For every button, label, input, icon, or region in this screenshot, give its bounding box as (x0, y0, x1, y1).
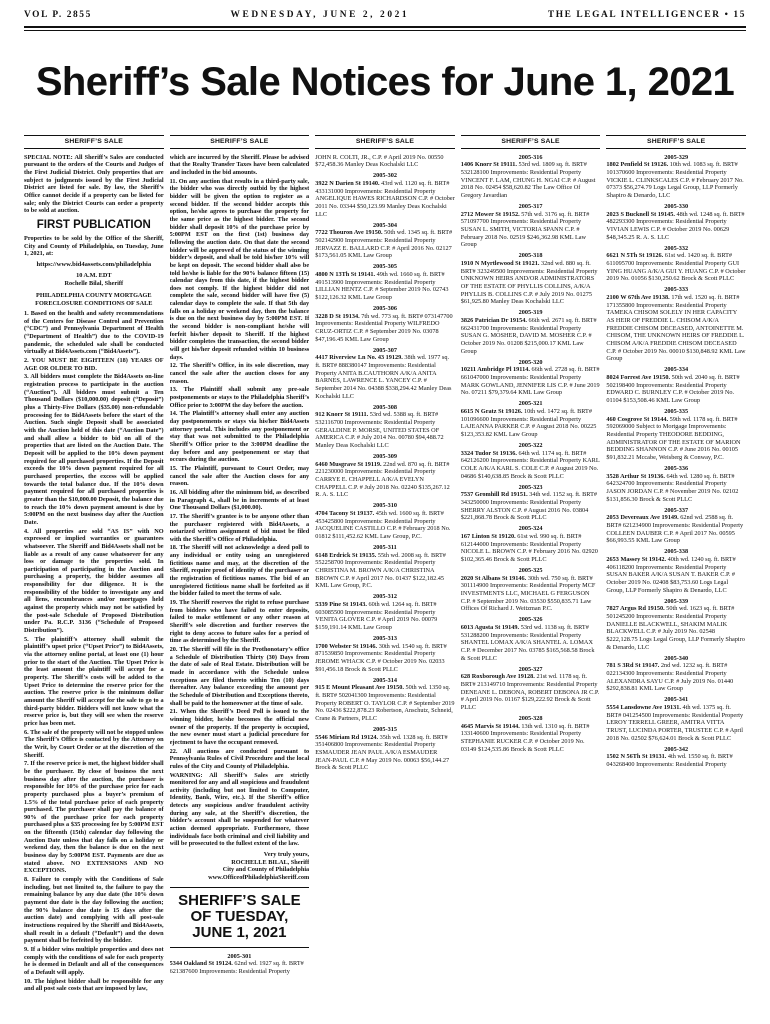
sale-listing (461, 203, 601, 249)
column-2 (170, 135, 310, 1017)
entries (461, 154, 601, 754)
listing-number: 2005-308 (373, 403, 397, 411)
listing-details (461, 450, 601, 481)
condition-18: 18. The Sheriff will not acknowledge a deed poll to any individual or entity using an unregistered fictitious name and may, at the discretion of the Sheriff, require proof of identity of the purchaser or the registration of fictitious names. The bid of an unregistered fictitious name shall be forfeited as if the bidder failed to meet the terms of sale. (169, 544, 310, 598)
listing-address: 8024 Forrest Ave 19150. (606, 373, 671, 381)
listing-text: 61st wd. 990 sq. ft. BRT# 612144000 Improvements: Residential Property NICOLE L. BROWN C.P. # February 2016 No. 02920 $102,365.46 Brock & Scott PLLC (460, 532, 598, 563)
listing-number: 2005-304 (373, 221, 397, 229)
listing-details (606, 605, 746, 651)
listing-address: 2100 W 67th Ave 19138. (606, 293, 670, 301)
listing-number: 2005-316 (518, 153, 543, 161)
listing-number: 2005-338 (664, 548, 689, 556)
condition-8: 8. Failure to comply with the Conditions of Sale including, but not limited to, the failure to pay the remaining balance by any due date (the 10% down payment due date is the day following the auction; the 90% balance due date is 15 days after the auction date) and complying with all post-sale instructions required by the Sheriff and Bid4Assets, shall result in a default (“Default”) and the down payment shall be forfeited by the bidder. (24, 876, 164, 945)
listing-number: 2005-329 (664, 153, 689, 161)
listing-address: 4704 Tacony St 19137. (315, 510, 375, 517)
listing-address: 4800 N 13Th St 19141. (315, 271, 376, 279)
sale-listing (315, 154, 455, 169)
listing-text: 64th wd. 1280 sq. ft. BRT# 642324700 Improvements: Residential Property JASON JORDAN C.P. # November 2019 No. 02102 $131,856.30 Brock & Scott PLLC (606, 472, 739, 503)
special-note: SPECIAL NOTE: All Sheriff’s Sales are conducted pursuant to the orders of the Courts and Judges of the First Judicial District. Only properties that are subject to judgments issued by the First Judicial District are listed for sale. By law, the Sheriff’s Office cannot decide if a property can be listed for sale; only the District Courts can order a property to be sold at auction. (24, 153, 164, 215)
listing-number: 2005-317 (518, 202, 543, 210)
condition-4: 4. All properties are sold “AS IS” with NO expressed or implied warranties or guarantees whatsoever. The Sheriff and Bid4Assets shall not be liable as a result of any cause whatsoever for any loss or damage to the properties sold. In participation of participating in the Auction and purchasing a property, the bidder assumes all responsibility for due diligence. It is the responsibility of the bidder to investigate any and all liens, encumbrances and/or mortgages held against the property which may not be satisfied by the post-sale Schedule of Proposed Distribution under Pa. R.C.P. 3136 (“Schedule of Proposed Distribution”). (24, 527, 164, 635)
listing-details (315, 180, 455, 218)
listing-address: 167 Linton St 19120. (460, 532, 516, 540)
listing-number: 2005-318 (518, 252, 543, 260)
listing-details (606, 374, 746, 405)
listing-number: 2005-342 (664, 745, 689, 753)
listing-text: 66th wd. 2728 sq. ft. BRT# 661047000 Improvements: Residential Property MARK GOWLAND, JENNIFER LIS C.P. # June 2019 No. 07211 $79,379.64 KML Law Group (460, 366, 600, 397)
condition-13: 13. The Plaintiff shall submit any pre-sale postponements or stays to the Philadelphia Sheriff’s Office prior to 3:00PM the day before the auction. (169, 386, 310, 409)
listing-number: 2005-332 (664, 244, 689, 252)
listing-details (606, 662, 746, 693)
listing-address: 628 Roxborough Ave 19128. (460, 673, 535, 681)
listing-text: 50th wd. 2040 sq. ft. BRT# 502198400 Improvements: Residential Property EDWARD C. BURNLEY C.P. # October 2019 No. 01104 $153,508.46 KML Law Group (606, 373, 740, 404)
listing-text: 38th wd. 1977 sq. ft. BRT# 888380147 Improvements: Residential Property ANITA B.CAUTHORN A/K/A ANITA BARNES, LAWRENCE L. YANCEY C.P. # September 2014 No. 04388 $338,294.42 Manley Deas Kochalski LLC (315, 354, 452, 400)
condition-1: 1. Based on the health and safety recommendations of the Centers for Disease Control and Prevention (“CDC”) and Pennsylvania Department of Health (“Department of Health”) due to the COVID-19 pandemic, the scheduled sale shall be conducted virtually at Bid4Assets.com (“Bid4Assets”). (24, 310, 164, 356)
listing-text: 21st wd. 1178 sq. ft. BRT# 213149710 Improvements: Residential Property DENEANE L. DEBONA, ROBERT DEBONA JR C.P. # April 2019 No. 01167 $129,222.92 Brock & Scott PLLC (460, 673, 600, 711)
sale-listing (606, 696, 746, 742)
auction-link[interactable]: https://www.bid4assets.com/philadelphia (36, 260, 152, 268)
listing-number: 2005-336 (664, 464, 689, 472)
listing-address: 5546 Miriam Rd 19124. (315, 733, 379, 741)
column-header: SHERIFF’S SALE (315, 135, 455, 149)
listing-details (606, 473, 746, 504)
listing-text: 66th wd. 2671 sq. ft. BRT# 662431700 Improvements: Residential Property SUSAN G. MOSHER, DAVID M. MOSHER C.P. # October 2019 No. 01208 $215,000.17 KML Law Group (460, 316, 597, 355)
entries (170, 953, 310, 976)
listing-text: 2nd wd. 1232 sq. ft. BRT# 022134300 Improvements: Residential Property ALEXANDRA SAYU C.P. # July 2019 No. 01440 $292,838.81 KML Law Group (606, 662, 734, 693)
listing-details (315, 461, 455, 499)
listing-number: 2005-305 (373, 263, 397, 271)
page-title: Sheriff’s Sale Notices for June 1, 2021 (35, 60, 735, 104)
listing-number: 2005-325 (518, 566, 543, 574)
listing-details (461, 317, 601, 355)
listing-number: 2005-301 (227, 952, 252, 960)
listing-text: 7th wd. 773 sq. ft. BRT# 073147700 Improvements: Residential Property WILFREDO CRUZ-ORTIZ C.P. # September 2019 No. 03078 $47,196.45 KML Law Group (315, 312, 453, 343)
listing-details (461, 408, 601, 439)
listing-address: 3528 Arthur St 19136. (606, 472, 665, 480)
sale-listing (315, 222, 455, 260)
sale-listing (606, 408, 746, 462)
sale-listing (315, 635, 455, 673)
listing-details (606, 294, 746, 363)
listing-number: 2005-341 (664, 696, 689, 704)
listing-address: 781 S 3Rd St 19147. (606, 662, 660, 670)
listing-details (461, 533, 601, 564)
entries (315, 154, 455, 772)
listing-details (315, 154, 455, 169)
publication-name: THE LEGAL INTELLIGENCER • 15 (547, 10, 746, 20)
sale-listing (606, 598, 746, 652)
listing-details (606, 514, 746, 545)
listing-address: 1406 Knorr St 19111. (460, 161, 517, 169)
page-header (24, 7, 746, 23)
listing-text: 4th wd. 1550 sq. ft. BRT# 043268400 Improvements: Residential Property (606, 753, 733, 768)
listing-details (461, 211, 601, 249)
listing-details (315, 354, 455, 400)
sale-listing (315, 502, 455, 540)
listing-number: 2005-334 (664, 366, 689, 374)
listing-text: 43rd wd. 1120 sq. ft. BRT# 433131000 Improvements: Residential Property ANGELIQUE HAWES RICHARDSON C.P. # October 2011 No. 03344 $50,123.99 Manley Deas Kochalski LLC (315, 180, 455, 218)
listing-address: 6615 N Gratz St 19126. (460, 407, 523, 415)
sale-listing (461, 525, 601, 563)
condition-16: 16. All bidding after the minimum bid, as described in Paragraph 4., shall be in increments of at least One Thousand Dollars ($1,000.00). (169, 488, 310, 512)
condition-14: 14. The Plaintiff’s attorney shall enter any auction day postponements or stays via his/her Bid4Assets attorney portal. This includes any postponement or stay that was not submitted to the Philadelphia Sheriff’s Office prior to the 3:00PM deadline the day before and any postponement or stay that occurs during the auction. (169, 410, 310, 464)
sale-listing (315, 263, 455, 301)
listing-text: 61st wd. 1420 sq. ft. BRT# 611095700 Improvements: Residential Property GUI YING HUANG A/K/A GUI Y. HUANG C.P. # October 2019 No. 01056 $130,250.62 Brock & Scott PLLC (606, 252, 746, 283)
condition-10: 10. The highest bidder shall be responsible for any and all post sale costs that are imposed by law, (24, 977, 164, 993)
listing-details (315, 684, 455, 722)
divider (170, 887, 310, 888)
listing-details (606, 704, 746, 742)
listing-address: 5554 Lansdowne Ave 19131. (606, 703, 681, 711)
listing-address: 2023 S Bucknell St 19145. (606, 210, 675, 218)
listing-text: 50th wd. 1623 sq. ft. BRT# 501245200 Improvements: Residential Property DANIELLE BLACKWELL, SHAKIM MALIK BLACKWELL C.P. # July 2019 No. 02548 $222,128.75 Logs Legal Group, LLP Formerly Shapiro & Denardo, LLC (606, 605, 745, 651)
sheriff-name: Rochelle Bilal, Sheriff (64, 280, 124, 288)
condition-6: 6. The sale of the property will not be stopped unless The Sheriff’s Office is contacted by the Attorney on the Writ, by Court Order or at the discretion of the Sheriff. (24, 728, 164, 759)
listing-details (461, 624, 601, 662)
sale-listing (461, 666, 601, 712)
sale-listing (315, 593, 455, 631)
condition-7: 7. If the reserve price is met, the highest bidder shall be the purchaser. By close of business the next business day after the auction, the purchaser is responsible for 10% of the purchase price for each property purchased plus a buyer’s premium of 1.5% of the total purchase price of each property purchased. The purchaser shall pay the balance of 90% of the purchase price for each property purchased plus a $35 processing fee by 5:00PM EST on the fifteenth (15th) calendar day following the Auction Date unless that day falls on a holiday or weekend day, then the balance is due on the next business day by 5:00PM EST. Payments are due as stated above. NO EXTENSIONS AND NO EXCEPTIONS. (24, 760, 164, 875)
listing-address: 912 Knorr St 19111. (315, 411, 369, 419)
listing-text: 59th wd. 1178 sq. ft. BRT# 592069000 Subject to Mortgage Improvements: Residential Property THEODORE BEDDING, ADMINISTRATOR OF THE ESTATE OF MARION BEDDING SHANNON C.P. # June 2016 No. 00105 $91,832.21 Mccabe, Weisberg & Conway, P.C. (606, 415, 741, 461)
sale-listing (606, 286, 746, 363)
listing-details (315, 510, 455, 541)
listing-number: 2005-315 (373, 726, 397, 734)
listing-number: 2005-328 (518, 714, 543, 722)
volume-label: VOL P. 2855 (24, 10, 92, 20)
signature-line: www.OfficeofPhiladelphiaSheriff.com (208, 874, 310, 882)
conditions-title: PHILADELPHIA COUNTY MORTGAGE FORECLOSURE CONDITIONS OF SALE (35, 291, 153, 307)
listing-details (606, 252, 746, 283)
listing-number: 2005-312 (373, 593, 397, 601)
sale-listing (315, 305, 455, 343)
listing-details (606, 161, 746, 199)
sale-listing (315, 544, 455, 590)
listing-text: 50th wd. 1350 sq. ft. BRT# 502041300 Improvements: Residential Property ROBERT O. TAYLOR C.P. # September 2019 No. 02436 $222,878.23 Robertson, Anschutz, Schneid, Crane & Partners, PLLC (315, 684, 455, 722)
listing-text: 55th wd. 2008 sq. ft. BRT# 552258700 Improvements: Residential Property CHRISTINA M. BROWN A/K/A CHRISTINA BROWN C.P. # April 2017 No. 01437 $122,182.45 KML Law Group, P.C. (315, 551, 446, 590)
listing-text: 49th wd. 1660 sq. ft. BRT# 491513900 Improvements: Residential Property LILLIAN HENTZ C.P. # September 2019 No. 02743 $122,126.32 KML Law Group (315, 271, 449, 301)
sale-listing (461, 567, 601, 613)
sale-listing (606, 465, 746, 503)
listing-number: 2005-330 (664, 202, 689, 210)
listing-address: 6013 Agusta St 19149. (460, 623, 520, 631)
listing-text: 57th wd. 3176 sq. ft. BRT# 571097700 Improvements: Residential Property SUSAN L. SMITH, VICTORIA SPANN C.P. # February 2018 No. 02519 $246,362.98 KML Law Group (460, 210, 590, 249)
listing-details (170, 960, 310, 975)
sale-listing (461, 715, 601, 753)
column-3 (315, 135, 455, 1017)
listing-text: 35th wd. 1328 sq. ft. BRT# 351406800 Improvements: Residential Property ESMAUDER JEAN PAUL A/K/A ESMAUDER JEAN-PAUL C.P. # May 2019 No. 00063 $56,144.27 Brock & Scott PLLC (315, 733, 450, 772)
sale-listing (606, 655, 746, 693)
listing-address: 1910 N Myrtlewood St 19121. (460, 259, 540, 267)
listing-number: 2005-326 (518, 616, 543, 624)
listing-details (606, 556, 746, 594)
listing-details (461, 491, 601, 522)
listing-address: 460 Cosgrove St 19144. (606, 415, 669, 423)
listing-text: 22nd wd. 870 sq. ft. BRT# 221230000 Improvements: Residential Property CARRYE E. CHAPPELL A/K/A EVELYN CHAPPELL C.P. # July 2018 No. 02240 $135,267.12 R. A. S. LLC (315, 460, 450, 499)
listing-number: 2005-324 (518, 525, 543, 533)
first-publication-heading: FIRST PUBLICATION (36, 218, 151, 231)
listing-details (315, 734, 455, 772)
listing-address: 1502 N 56Th St 19131. (606, 753, 667, 761)
listing-text: 60th wd. 1264 sq. ft. BRT# 603085500 Improvements: Residential Property VENITA GLOVER C.P. # April 2019 No. 00079 $159,191.14 KML Law Group (315, 601, 438, 631)
listing-text: 50th wd. 1345 sq. ft. BRT# 502142900 Improvements: Residential Property JERVAZZ E. BALLARD C.P. # April 2016 No. 02127 $173,561.05 KML Law Group (315, 229, 453, 260)
column-header: SHERIFF’S SALE (606, 135, 746, 149)
listing-details (461, 723, 601, 754)
listing-details (315, 271, 455, 302)
column-header: SHERIFF’S SALE (461, 135, 601, 149)
sale-listing (606, 203, 746, 241)
listing-text: 4th wd. 1375 sq. ft. BRT# 041254500 Improvements: Residential Property LEROY TERRELL GREER, AMITRA VITTA TRUST, LUCINDA PORTER, TRUSTEE C.P. # April 2018 No. 02502 $76,624.01 Brock & Scott PLLC (606, 703, 744, 742)
listing-number: 2005-337 (664, 506, 689, 514)
listing-text: 62nd wd. 2588 sq. ft. BRT# 621234900 Improvements: Residential Property COLLEEN DAUBER C.P. # April 2017 No. 00595 $66,993.55 KML Law Group (606, 514, 744, 545)
listing-address: 2053 Devereaux Ave 19149. (606, 514, 679, 522)
listing-address: 3228 D St 19134. (315, 312, 360, 320)
header-rule-thin (24, 30, 746, 31)
listing-number: 2005-319 (518, 309, 543, 317)
sale-listing (461, 616, 601, 662)
listing-number: 2005-327 (518, 665, 543, 673)
listing-address: 3922 N Darien St 19140. (315, 180, 380, 188)
auction-time: 10 A.M. EDT (76, 271, 112, 279)
listing-details (461, 575, 601, 613)
listing-text: 53rd wd. 5388 sq. ft. BRT# 532116700 Improvements: Residential Property GERALDINE P. MORSE, UNITED STATES OF AMERICA C.P. # July 2014 No. 00780 $94,488.72 Manley Deas Kochalski LLC (315, 411, 444, 449)
listing-address: 2020 St Albans St 19146. (460, 574, 527, 582)
listing-address: 5344 Oakland St 19124. (169, 960, 233, 968)
listing-text: 62nd wd. 1927 sq. ft. BRT# 621387600 Improvements: Residential Property (169, 960, 304, 975)
signature-line: ROCHELLE BILAL, Sheriff (231, 858, 310, 866)
sale-listing (606, 154, 746, 200)
listing-number: 2005-306 (373, 305, 397, 313)
sale-listing (315, 172, 455, 218)
signature-line: City and County of Philadelphia (222, 866, 310, 874)
divider (170, 947, 310, 948)
listing-number: 2005-333 (664, 286, 689, 294)
column-header: SHERIFF’S SALE (170, 135, 310, 149)
listing-details (461, 673, 601, 711)
listing-address: 4645 Marvis St 19144. (460, 722, 520, 730)
listing-text: 40th wd. 1240 sq. ft. BRT# 406118200 Improvements: Residential Property SUSAN BAKER A/K/A SUSAN T. BAKER C.P. # October 2019 No. 02408 $83,753.60 Logs Legal Group, LLP Formerly Shapiro & Denardo, LLC (606, 555, 736, 594)
listing-number: 2005-322 (518, 441, 543, 449)
listing-details (461, 161, 601, 199)
sale-listing (315, 453, 455, 499)
listing-number: 2005-309 (373, 453, 397, 461)
listing-text: 48th wd. 1248 sq. ft. BRT# 482293300 Improvements: Residential Property VIVIAN LEWIS C.P. # October 2019 No. 00629 $48,345.25 R. A. S. LLC (606, 210, 745, 241)
sale-listing (461, 484, 601, 522)
header-rule (24, 26, 746, 28)
column-header: SHERIFF’S SALE (24, 135, 164, 149)
signature-block (170, 851, 310, 882)
column-4 (461, 135, 601, 1017)
sale-listing (461, 359, 601, 397)
listing-address: 1700 Webster St 19146. (315, 642, 378, 650)
listing-text: 45th wd. 1600 sq. ft. BRT# 453425800 Improvements: Residential Property JACQUELINE CASTILLO C.P. # February 2018 No. 01812 $111,452.62 KML Law Group, P.C. (315, 510, 451, 540)
listing-address: 4417 Riverview Ln No. 43 19129. (315, 354, 403, 362)
listing-text: 32nd wd. 880 sq. ft. BRT# 323249500 Improvements: Residential Property UNKNOWN HEIRS AND/OR ADMINISTRATORS OF THE ESTATE OF PHYLLIS COLLINS, A/K/A PHYLLIS B. COLLINS C.P. # July 2019 No. 01275 $61,925.80 Manley Deas Kochalski LLC (460, 259, 598, 306)
sale-heading: SHERIFF’S SALE OF TUESDAY, JUNE 1, 2021 (178, 891, 301, 941)
entries (606, 154, 746, 769)
condition-12: 12. The Sheriff’s Office, in its sole discretion, may cancel the sale after the auction closes for any reason. (169, 362, 310, 385)
listing-number: 2005-339 (664, 597, 689, 605)
listing-text: 13th wd. 1310 sq. ft. BRT# 133140600 Improvements: Residential Property STEPHANIE RUCKER C.P. # October 2019 No. 03149 $124,535.86 Brock & Scott PLLC (460, 722, 590, 753)
sale-listing (606, 548, 746, 594)
listing-address: 3324 Tudor St 19136. (460, 449, 517, 457)
listing-number: 2005-313 (373, 635, 397, 643)
listing-address: 1802 Penfield St 19126. (606, 161, 669, 169)
listing-number: 2005-323 (518, 483, 543, 491)
listing-address: 3826 Patrician Dr 19154. (460, 316, 527, 324)
signature-line: Very truly yours, (263, 851, 310, 859)
condition-11: 11. On any auction that results in a third-party sale, the bidder who was directly outbid by the highest bidder will be given the option to register as a second bidder. If the second bidder accepts this option, he/she agrees to purchase the property for the same price as the highest bidder. The second bidder shall deposit 10% of the purchase price by 5:00PM EST on the first (1st) business day following the auction date. On that date the second bidder will be approved of the status of the winning bidder’s deposit, and shall be told his/her 10% will be kept on deposit. The second bidder shall also be told he/she is liable for the 90% balance fifteen (15) calendar days from this date, if the highest bidder does not comply. If the highest bidder did not complete the sale, second bidder will have five (5) calendar days to complete the sale. If that 5th day falls on a holiday or weekend day, then the balance is due on the next business day by 5:00PM EST. If the second bidder is non-compliant he/she will forfeit his/her deposit to Sheriff. If the highest bidder completes the transaction, the second bidder will get his/her deposit refunded within 10 business days. (169, 177, 310, 361)
paragraph: which are incurred by the Sheriff. Please be advised that the Realty Transfer Taxes have been calculated and included in the bid amounts. (169, 153, 310, 176)
warning-paragraph: WARNING: All Sheriff’s Sales are strictly monitored for any and all suspicious and fraudulent activity (including but not limited to Computer, Identity, Bank, Wire, etc.). If the Sheriff’s office detects any suspicious and/or fraudulent activity during any sale, at the Sheriff’s discretion, the bidder’s account shall be suspended for whatever action deemed appropriate. Furthermore, those individuals face both criminal and civil liability and will be prosecuted to the fullest extent of the law. (169, 771, 310, 848)
sale-listing (606, 507, 746, 545)
listing-details (315, 229, 455, 260)
condition-19: 19. The Sheriff reserves the right to refuse purchase from bidders who have failed to enter deposits, failed to make settlement or any other reason at Sheriff’s sole discretion and further reserves the right to deny access to future sales for a period of time as determined by the Sheriff. (169, 599, 310, 645)
sale-listing (606, 746, 746, 769)
sale-listing (606, 245, 746, 283)
listing-address: 7827 Argus Rd 19150. (606, 605, 665, 613)
sale-listing (606, 366, 746, 404)
columns (24, 135, 746, 1017)
sale-listing (315, 677, 455, 723)
listing-details (461, 260, 601, 306)
listing-number: 2005-310 (373, 502, 397, 510)
condition-15: 15. The Plaintiff, pursuant to Court Order, may cancel the sale after the Auction closes for any reason. (169, 464, 310, 488)
condition-2: 2. YOU MUST BE EIGHTEEN (18) YEARS OF AGE OR OLDER TO BID. (24, 357, 164, 372)
condition-9: 9. If a bidder wins multiple properties and does not comply with the conditions of sale for each property he is deemed in Default and all of the consequences of a Default will apply. (24, 945, 164, 976)
sale-listing (461, 442, 601, 480)
listing-number: 2005-320 (518, 358, 543, 366)
listing-address: 7537 Gromhill Rd 19151. (460, 491, 528, 499)
sale-listing (461, 154, 601, 200)
sale-listing (315, 347, 455, 401)
listing-text: 34th wd. 1152 sq. ft. BRT# 343250000 Improvements: Residential Property SHERRY ALSTON C.P. # August 2016 No. 03804 $221,868.78 Brock & Scott PLLC (460, 491, 598, 522)
listing-number: 2005-307 (373, 346, 397, 354)
listing-text: 53rd wd. 1809 sq. ft. BRT# 532128100 Improvements: Residential Property VINCENT F. LAM, CHUNG H. NGAI C.P. # August 2018 No. 02454 $58,620.82 The Law Office Of Gregory Javardian (460, 161, 596, 199)
issue-date: WEDNESDAY, JUNE 2, 2021 (230, 10, 410, 20)
listing-address: 7722 Thouron Ave 19150. (315, 229, 383, 237)
listing-details (315, 411, 455, 449)
listing-address: 915 E Mount Pleasant Ave 19150. (315, 684, 404, 692)
listing-number: 2005-311 (373, 544, 397, 552)
condition-22: 22. All auctions are conducted pursuant to Pennsylvania Rules of Civil Procedure and the local rules of the City and County of Philadelphia. (169, 747, 310, 770)
listing-address: 6148 Erdrick St 19135. (315, 551, 377, 559)
listing-number: 2005-340 (664, 654, 689, 662)
column-1 (24, 135, 164, 1017)
listing-number: 2005-314 (373, 676, 397, 684)
listing-address: 2712 Mower St 19152. (460, 210, 520, 218)
listing-details (315, 552, 455, 590)
condition-17: 17. The Sheriff’s grantee is to be anyone other than the purchaser registered with Bid4Assets, a notarized written assignment of bid must be filed with the Sheriff’s Office of Philadelphia. (169, 512, 310, 543)
listing-address: 5339 Pine St 19143. (315, 601, 367, 608)
listing-text: JOHN R. COLTI, JR., C.P. # April 2019 No. 00550 $72,458.36 Manley Deas Kochalski LLC (315, 153, 444, 169)
column-5 (606, 135, 746, 1017)
listing-address: 6460 Musgrave St 19119. (315, 460, 382, 468)
sale-listing (170, 953, 310, 976)
condition-3: 3. All bidders must complete the Bid4Assets on-line registration process to participate in the auction (“Auction”). All bidders must submit a Ten Thousand Dollars ($10,000.00) deposit (“Deposit”) plus a Thirty-Five Dollars ($35.00) non-refundable processing fee to Bid4Assets before the start of the Auction. Such single Deposit shall be associated with the Auction held of this date (“Auction Date”) and shall allow a bidder to bid on all of the properties that are listed on the Auction Date. The Deposit will be applied to the 10% down payment required for all purchased properties. If the Deposit exceeds the 10% down payment required for all purchased properties, the excess will be applied towards the total balance due. If the 10% down payment required for all purchased properties is greater than the $10,000.00 Deposit, the balance due to reach the 10% down payment amount is due by 5:00PM on the next business day after the Auction Date. (24, 373, 164, 526)
listing-details (606, 753, 746, 768)
sale-listing (315, 404, 455, 450)
sale-listing (461, 252, 601, 306)
listing-details (315, 601, 455, 632)
condition-21: 21. When the Sheriff’s Deed Poll is issued to the winning bidder, he/she becomes the official new owner of the property. If the property is occupied, the new owner must start a judicial procedure for ejectment to have the occupant removed. (169, 708, 310, 746)
sale-listing (315, 726, 455, 772)
listing-details (461, 366, 601, 397)
listing-text: 30th wd. 750 sq. ft. BRT# 301114900 Improvements: Residential Property MCF INVESTMENTS LLC, MICHAEL G FERGUSON C.P. # September 2019 No. 03530 $550,835.71 Law Offices Of Richard J. Weitzman P.C. (460, 574, 596, 613)
paragraph: Properties to be sold by the Office of the Sheriff, City and County of Philadelphia, on Tuesday, June 1, 2021, at: (24, 234, 164, 258)
listing-text: 30th wd. 1540 sq. ft. BRT# 871539850 Improvements: Residential Property JEROME WHACK C.P. # October 2019 No. 02033 $91,456.18 Brock & Scott PLLC (315, 642, 447, 673)
listing-number: 2005-335 (664, 407, 689, 415)
listing-details (606, 211, 746, 242)
listing-address: 6621 N 5Th St 19126. (606, 252, 664, 260)
listing-text: 53rd wd. 1138 sq. ft. BRT# 531288200 Improvements: Residential Property SHANTEL LOMAX A/K/A SHANTEL A. LOMAX C.P. # December 2017 No. 03785 $165,568.58 Brock & Scott PLLC (460, 623, 595, 662)
listing-text: 10th wd. 1083 sq. ft. BRT# 101370600 Improvements: Residential Property VICKIE L. CLINKSCALES C.P. # February 2017 No. 07373 $56,274.79 Logs Legal Group, LLP Formerly Shapiro & Denardo, LLC (606, 161, 744, 199)
sale-listing (461, 400, 601, 438)
listing-address: 10211 Ambridge Pl 19114. (460, 366, 530, 374)
condition-20: 20. The Sheriff will file in the Prothonotary’s office a Schedule of Distribution Thirty (30) Days from the date of sale of Real Estate. Distribution will be made in accordance with the Schedule unless exceptions are filed thereto within Ten (10) days thereafter. Any balance exceeding the amount per the Schedule of Distribution and Exceptions thereto, shall be paid to the homeowner at the time of sale. (169, 646, 310, 707)
listing-number: 2005-302 (373, 172, 397, 180)
condition-5: 5. The plaintiff’s attorney shall submit the plaintiff’s upset price (“Upset Price”) to Bid4Assets, via the attorney online portal, at least one (1) hour prior to the start of the Auction. The Upset Price is the least amount the plaintiff will accept for a property. The Sheriff’s costs will be added to the Upset Price to determine the reserve price for the auction. The reserve price is the minimum dollar amount the Sheriff will accept for the sale to go to a third-party bidder. Bidders will not know what the reserve price is, but they will see when the reserve price has been met. (24, 635, 164, 727)
listing-details (315, 643, 455, 674)
listing-address: 2653 Massey St 19142. (606, 555, 667, 563)
listing-text: 10th wd. 1472 sq. ft. BRT# 101096600 Improvements: Residential Property LAJEANNA PARKER C.P. # August 2018 No. 00225 $123,353.82 KML Law Group (460, 407, 597, 438)
listing-text: 64th wd. 1174 sq. ft. BRT# 642126200 Improvements: Residential Property KARL COLE A/K/A KARL S. COLE C.P. # August 2019 No. 04686 $140,638.85 Brock & Scott PLLC (460, 449, 600, 480)
listing-text: 17th wd. 1520 sq. ft. BRT# 171355800 Improvements: Residential Property TAMEKA CHISOM SOLELY IN HER CAPACITY AS HEIR OF FREDDIE L. CHISOM A/K/A FREDDIE CHISOM DECEASED, ANTOINETTE M. CHISOM, THE UNKNOWN HEIRS OF FREDDIE L. CHISOM A/K/A FREDDIE CHISOM DECEASED C.P. # October 2019 No. 00010 $130,848.92 KML Law Group (606, 293, 746, 363)
listing-details (606, 416, 746, 462)
listing-number: 2005-321 (518, 400, 543, 408)
listing-details (315, 313, 455, 344)
sale-listing (461, 309, 601, 355)
